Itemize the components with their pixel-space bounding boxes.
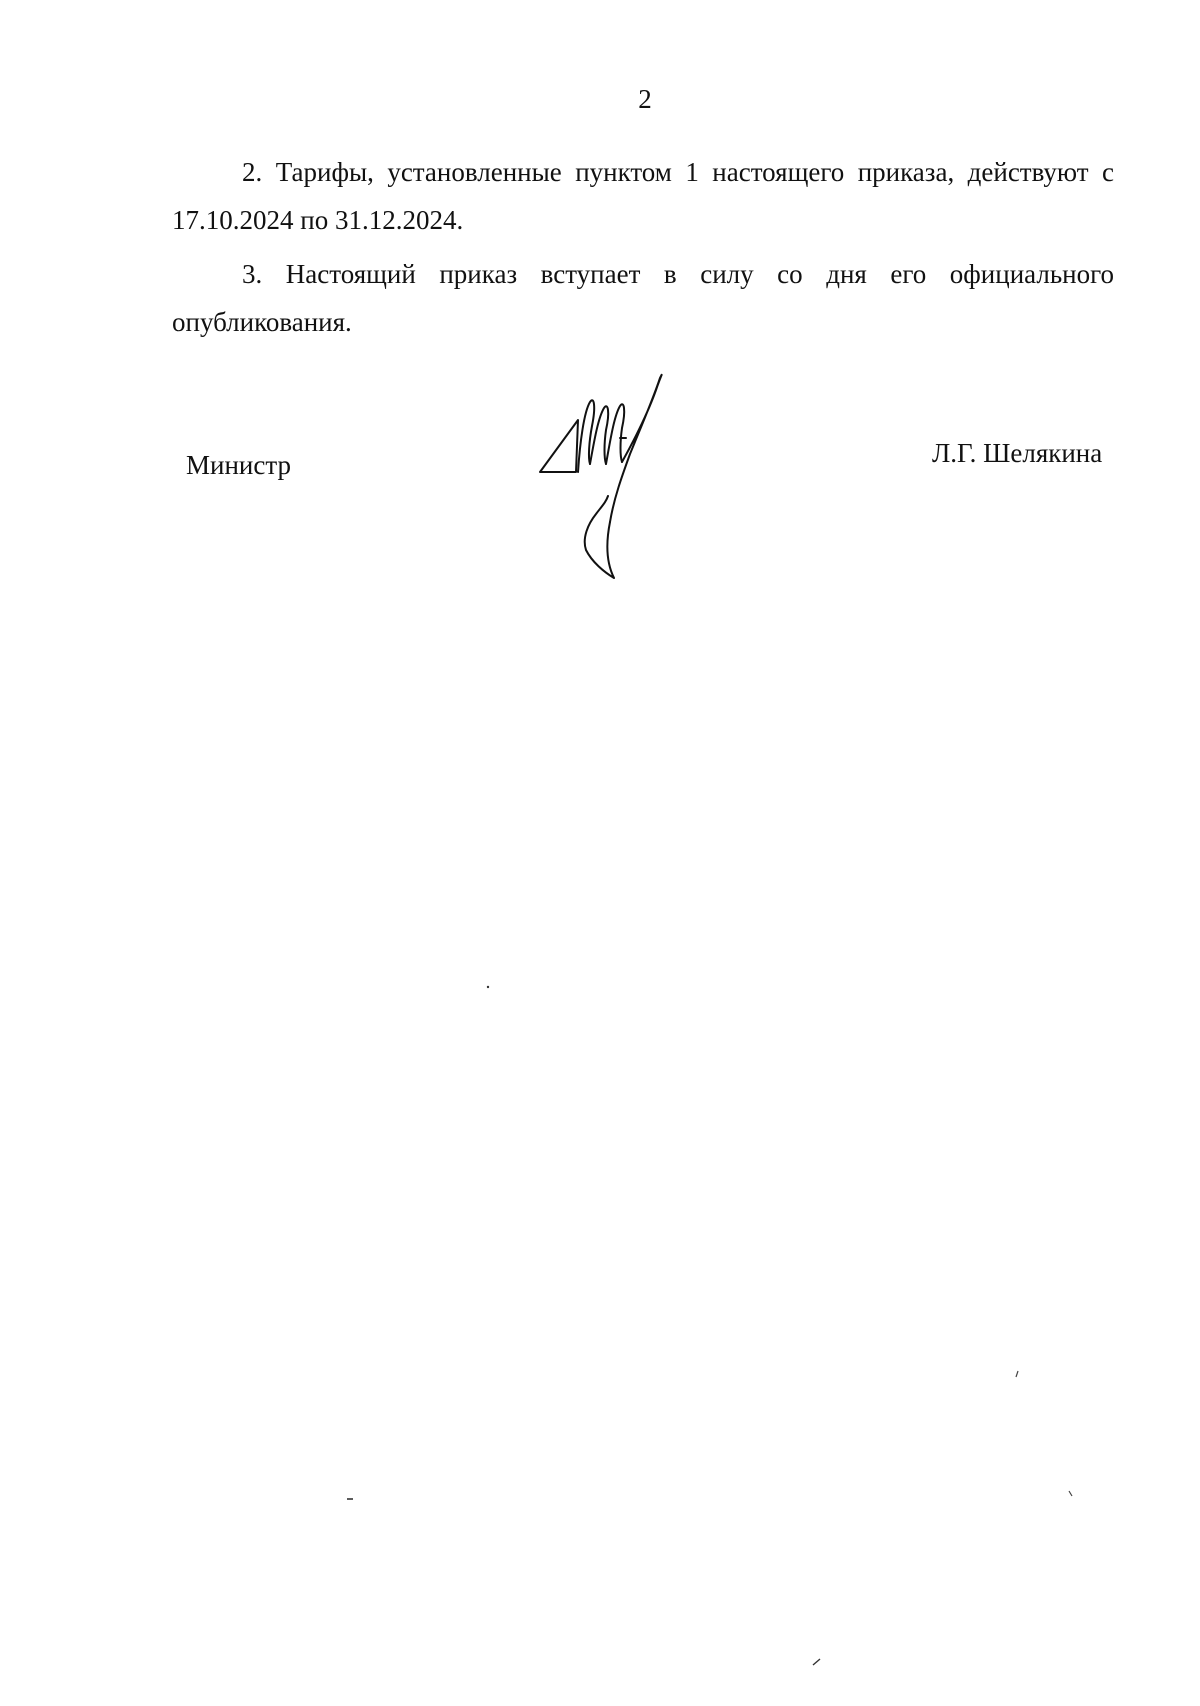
- scan-speck-2: [1014, 1370, 1020, 1378]
- paragraph-tariff-period: 2. Тарифы, установленные пунктом 1 настоящего приказа, действуют с 17.10.2024 по 31.12.2024.: [172, 157, 1114, 235]
- page-number: 2: [638, 84, 652, 114]
- handwritten-signature: [534, 372, 684, 582]
- paragraph-effective-date: 3. Настоящий приказ вступает в силу со дня его официального опубликования.: [172, 259, 1114, 337]
- scan-speck-1: [486, 985, 490, 989]
- signatory-title: Министр: [186, 450, 291, 480]
- signatory-name: Л.Г. Шелякина: [932, 438, 1103, 468]
- scan-speck-4: [1068, 1490, 1074, 1498]
- scan-speck-5: [812, 1658, 822, 1666]
- document-body: [172, 148, 1114, 352]
- scan-speck-3: [346, 1497, 354, 1501]
